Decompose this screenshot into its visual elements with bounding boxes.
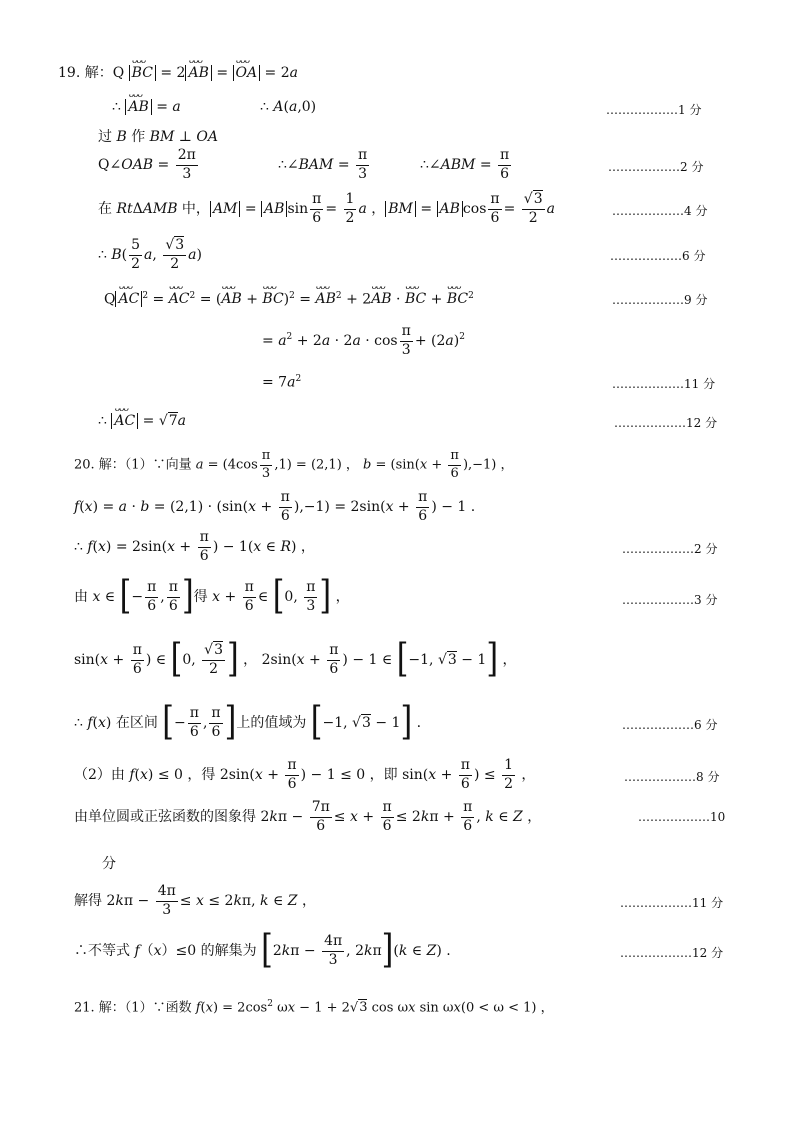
score-mark: ………………6 分 bbox=[610, 249, 706, 263]
p19-line-2: ∴ ᴗᴗᴗ AB = a ∴ A(a,0) bbox=[112, 88, 512, 126]
p20-line-4: 由 x ∈ [− $\frac{\pi}{6}$ , $\frac{\pi}{6}$ ]得 x + $\frac{\pi}{6}$ ∈ [0, $\frac{\pi}{3}$ ] ， bbox=[74, 573, 350, 620]
p19-line-6: ∴ B( $\frac{5}{2}$ a, $\frac{√3}{2}$ a) bbox=[98, 237, 202, 272]
score-mark: ………………2 分 bbox=[622, 542, 718, 556]
p20-line-7: （2）由 f(x) ≤ 0 ，得 2sin(x + $\frac{\pi}{6}$ ) − 1 ≤ 0 ，即 sin(x + $\frac{\pi}{6}$ ) ≤ $\frac{1}{2}$ ， bbox=[74, 757, 536, 792]
line-text: 分 bbox=[102, 856, 116, 872]
score-mark: ………………1 分 bbox=[606, 103, 702, 117]
p21-line-1: 21. 解：（1）∵函数 $f(x) = 2\cos^2$ ωx − 1 + 2√3 cos ωx sin ωx(0 < ω < 1) ， bbox=[74, 998, 554, 1016]
score-mark: ………………11 分 bbox=[612, 377, 716, 391]
p20-line-1: 20. 解：（1）∵向量 a = (4cos $\frac{\pi}{3}$ ,1) = (2,1) ， b = (sin(x + $\frac{\pi}{6}$ ),−1) ， bbox=[74, 448, 514, 481]
p20-line-9 bbox=[102, 845, 116, 883]
p19-line-5: 在 RtΔAMB 中， AM = AB sin $\frac{\pi}{6}$ = $\frac{1}{2}$ a ， BM = AB cos $\frac{\pi}{6}$ = $\frac{√3}{2}$ a bbox=[98, 191, 555, 226]
p20-line-5: sin(x + $\frac{\pi}{6}$ ) ∈ [0, $\frac{√3}{2}$ ] ， 2sin(x + $\frac{\pi}{6}$ ) − 1 ∈ [−1, √3 − 1] ， bbox=[74, 636, 517, 683]
p19-line-4: Q∠OAB = $\frac{2\pi}{3}$ ∴∠BAM = $\frac{\pi}{3}$ ∴∠ABM = $\frac{\pi}{6}$ bbox=[98, 147, 510, 182]
p20-line-10: 解得 2kπ − $\frac{4\pi}{3}$ ≤ x ≤ 2kπ, k ∈ Z ， bbox=[74, 883, 316, 918]
score-mark: ………………6 分 bbox=[622, 718, 718, 732]
score-mark: ………………12 分 bbox=[614, 416, 718, 430]
p20-line-3: ∴ f(x) = 2sin(x + $\frac{\pi}{6}$ ) − 1(x ∈ R) ， bbox=[74, 529, 315, 564]
score-mark: ………………4 分 bbox=[612, 204, 708, 218]
score-mark: ………………3 分 bbox=[622, 593, 718, 607]
p20-line-2: f(x) = a · b = (2,1) · (sin(x + $\frac{\pi}{6}$ ),−1) = 2sin(x + $\frac{\pi}{6}$ ) − 1 . bbox=[74, 489, 476, 524]
score-mark: ………………8 分 bbox=[624, 770, 720, 784]
p19-line-1: 19. 解：Q ᴗᴗᴗ BC = 2ᴗᴗᴗ AB = ᴗᴗᴗ OA = 2a bbox=[58, 54, 298, 92]
p19-line-3: 过 B 作 BM ⊥ OA bbox=[98, 129, 218, 145]
p19-line-10: ∴ ᴗᴗᴗ AC = √7a bbox=[98, 402, 186, 440]
p20-line-11: ∴不等式 f（x）≤0 的解集为 [2kπ − $\frac{4\pi}{3}$ , 2kπ](k ∈ Z) . bbox=[74, 927, 451, 974]
p20-line-8: 由单位圆或正弦函数的图象得 2kπ − $\frac{7\pi}{6}$ ≤ x + $\frac{\pi}{6}$ ≤ 2kπ + $\frac{\pi}{6}$ , k ∈ Z ， bbox=[74, 799, 542, 834]
score-mark: ………………9 分 bbox=[612, 293, 708, 307]
p19-line-7: Qᴗᴗᴗ AC $^2$ = ᴗᴗᴗ $AC^2$ = (ᴗᴗᴗ AB + ᴗᴗᴗ BC)$^2$ = ᴗᴗᴗ $AB^2$ + 2ᴗᴗᴗ AB · ᴗᴗᴗ BC + ᴗᴗᴗ $BC^2$ bbox=[104, 280, 474, 318]
p19-line-9: = $7a^2$ bbox=[262, 373, 302, 391]
score-mark: ………………10 bbox=[638, 810, 726, 824]
score-mark: ………………12 分 bbox=[620, 946, 724, 960]
score-mark: ………………11 分 bbox=[620, 896, 724, 910]
p20-line-6: ∴ f(x) 在区间 [− $\frac{\pi}{6}$ , $\frac{\pi}{6}$ ]上的值域为 [−1, √3 − 1] . bbox=[74, 699, 422, 746]
score-mark: ………………2 分 bbox=[608, 160, 704, 174]
p19-line-8: = $a^2 + 2a \cdot 2a \cdot \cos$ $\frac{\pi}{3}$ + $(2a)^2$ bbox=[262, 323, 465, 358]
